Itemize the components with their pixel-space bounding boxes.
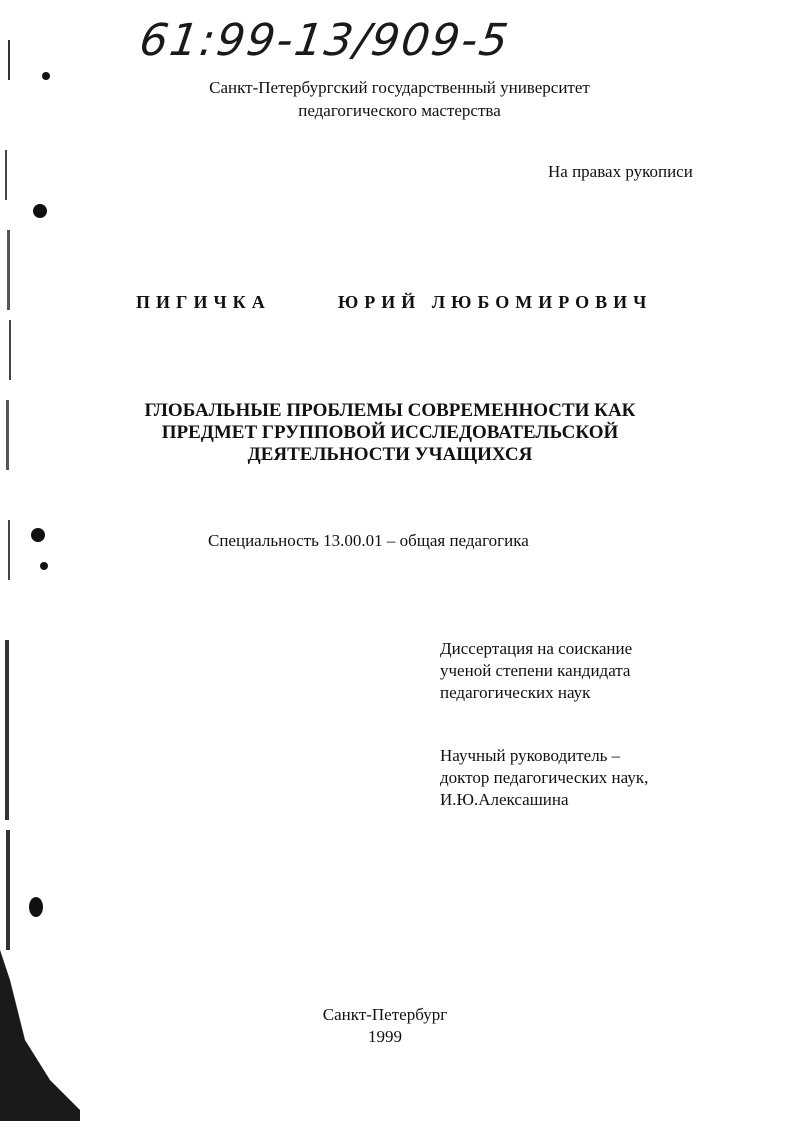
title-line: ДЕЯТЕЛЬНОСТИ УЧАЩИХСЯ [247,444,533,465]
supervisor-line: И.Ю.Алексашина [440,790,569,809]
author-given-names: ЮРИЙ ЛЮБОМИРОВИЧ [338,292,653,312]
dissertation-title [100,400,680,466]
dissertation-degree-block [440,638,632,704]
manuscript-rights-note: На правах рукописи [548,162,693,181]
university-line-1: Санкт-Петербургский государственный университет [209,78,590,97]
supervisor-block [440,745,648,811]
university-name [0,76,799,122]
title-line: ПРЕДМЕТ ГРУППОВОЙ ИССЛЕДОВАТЕЛЬСКОЙ [161,422,619,443]
degree-line: ученой степени кандидата [440,661,631,680]
place-and-year [300,1004,470,1048]
scan-edge-artifacts [0,0,90,1121]
author-surname: ПИГИЧКА [136,292,271,312]
degree-line: педагогических наук [440,683,591,702]
title-line: ГЛОБАЛЬНЫЕ ПРОБЛЕМЫ СОВРЕМЕННОСТИ КАК [144,400,636,421]
year: 1999 [368,1027,402,1046]
supervisor-line: Научный руководитель – [440,746,621,765]
city: Санкт-Петербург [322,1005,448,1024]
degree-line: Диссертация на соискание [440,639,633,658]
university-line-2: педагогического мастерства [298,101,501,120]
archive-stamp-handwritten: 61:99-13/909-5 [136,15,513,66]
supervisor-line: доктор педагогических наук, [440,768,649,787]
specialty-line: Специальность 13.00.01 – общая педагогика [208,531,529,550]
